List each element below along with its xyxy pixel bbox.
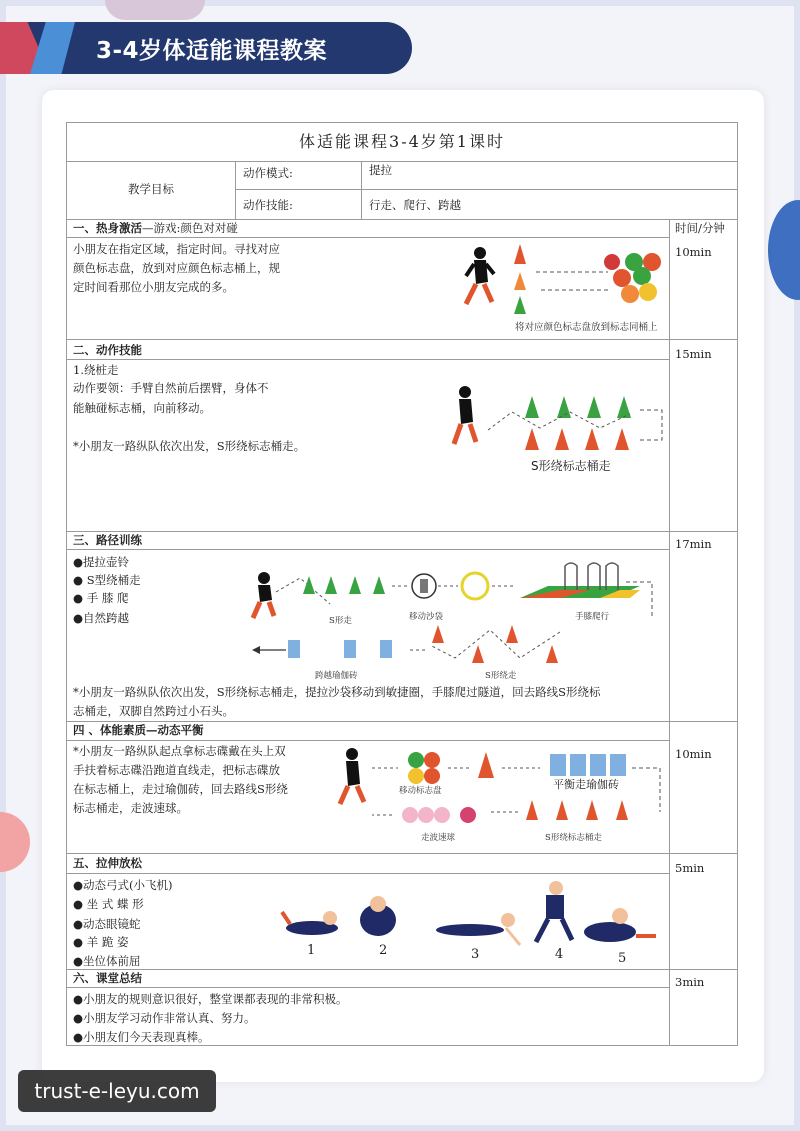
section2-body-3: 能触碰标志桶，向前移动。 [73,401,211,415]
label-s-around: S形绕走 [485,671,517,681]
section2-body-5: *小朋友一路纵队依次出发，S形绕标志桶走。 [73,439,306,453]
label-crawl: 手膝爬行 [575,612,610,622]
cone-red-icon [514,244,526,264]
stretch-figure-2 [360,896,396,936]
section5-item-4: ● 羊 跪 姿 [73,935,129,949]
section4-heading: 四 、体能素质—动态平衡 [73,723,204,737]
stretch-figure-1 [282,911,338,935]
runner-icon-1 [466,247,494,304]
section4-time: 10min [675,747,712,761]
stretch-number-1: 1 [307,943,316,958]
section2-body-1: 1.绕桩走 [73,363,119,377]
runner-icon-2 [454,386,476,444]
skill-value: 行走、爬行、跨越 [369,198,461,212]
section1-body-2: 颜色标志盘，放到对应颜色标志桶上，规 [73,261,280,275]
section5-item-1: ●动态弓式(小飞机) [73,878,173,892]
section3-item-2: ● S型绕桶走 [73,573,141,587]
runner-icon-3 [253,572,274,618]
agility-ring-icon [462,573,488,599]
section3-item-4: ●自然跨越 [73,611,130,625]
section5-item-3: ●动态眼镜蛇 [73,917,141,931]
section5-heading: 五、拉伸放松 [73,856,142,870]
section3-note-2: 志桶走，双脚自然跨过小石头。 [73,704,234,718]
tunnel-icon [520,563,640,598]
stretch-number-5: 5 [618,951,627,966]
section1-time: 10min [675,245,712,259]
section2-heading: 二、动作技能 [73,343,142,357]
section2-caption: S形绕标志桶走 [531,459,611,473]
mode-label: 动作模式: [243,166,293,180]
bosu-ball-icon [402,807,418,823]
stretch-number-2: 2 [379,943,388,958]
section1-body-3: 定时间看那位小朋友完成的多。 [73,280,234,294]
mode-value: 提拉 [369,163,392,177]
stretch-number-3: 3 [471,947,480,962]
label-disc: 移动标志盘 [399,786,442,796]
label-s-walk: S形走 [329,616,352,626]
section3-item-3: ● 手 膝 爬 [73,591,129,605]
section1-body-1: 小朋友在指定区域，指定时间。寻找对应 [73,242,280,256]
section6-heading: 六、课堂总结 [73,971,142,985]
section3-item-1: ●提拉壶铃 [73,555,130,569]
cone-orange-icon [514,272,526,290]
skill-label: 动作技能: [243,198,293,212]
watermark: trust-e-leyu.com [18,1070,216,1112]
stretch-number-4: 4 [555,947,564,962]
section4-body-2: 手扶着标志碟沿跑道直线走，把标志碟放 [73,763,280,777]
section1-heading: 一、热身激活—游戏:颜色对对碰 [73,221,238,235]
section5-time: 5min [675,861,705,875]
label-s-walk-4: S形绕标志桶走 [545,833,602,843]
goal-label: 教学目标 [128,182,174,196]
section6-item-1: ●小朋友的规则意识很好，整堂课都表现的非常积极。 [73,992,348,1006]
section3-note-1: *小朋友一路纵队依次出发，S形绕标志桶走，提拉沙袋移动到敏捷圈，手膝爬过隧道，回去路线S形绕标 [73,685,601,699]
runner-icon-4 [340,748,364,804]
section2-body-2: 动作要领：手臂自然前后摆臂，身体不 [73,381,269,395]
section3-time: 17min [675,537,712,551]
section5-item-2: ● 坐 式 蝶 形 [73,897,144,911]
section4-body-1: *小朋友一路纵队起点拿标志碟戴在头上双 [73,744,286,758]
label-yoga: 平衡走瑜伽砖 [553,778,619,791]
label-move-bag: 移动沙袋 [409,612,444,622]
section4-body-3: 在标志桶上，走过瑜伽砖，回去路线S形绕 [73,782,288,796]
section6-item-3: ●小朋友们今天表现真棒。 [73,1030,210,1044]
section6-time: 3min [675,975,705,989]
page-title: 3-4岁体适能课程教案 [96,38,328,64]
section6-item-2: ●小朋友学习动作非常认真、努力。 [73,1011,256,1025]
stretch-figure-4 [536,881,572,942]
section4-body-4: 标志桶走，走波速球。 [73,801,188,815]
time-header: 时间/分钟 [675,221,725,235]
label-cross: 跨越瑜伽砖 [315,671,358,681]
stretch-figure-3 [436,913,520,945]
label-ball: 走波速球 [421,833,456,843]
yoga-brick-icon [288,640,300,658]
stretch-figure-5 [584,908,656,942]
cone-green-icon [514,296,526,314]
section2-time: 15min [675,347,712,361]
section5-item-5: ●坐位体前屈 [73,954,141,968]
color-discs-icon [604,253,661,303]
section1-caption: 将对应颜色标志盘放到标志同桶上 [515,322,658,333]
section3-heading: 三、路径训练 [73,533,142,547]
table-title: 体适能课程3-4岁第1课时 [299,132,505,151]
